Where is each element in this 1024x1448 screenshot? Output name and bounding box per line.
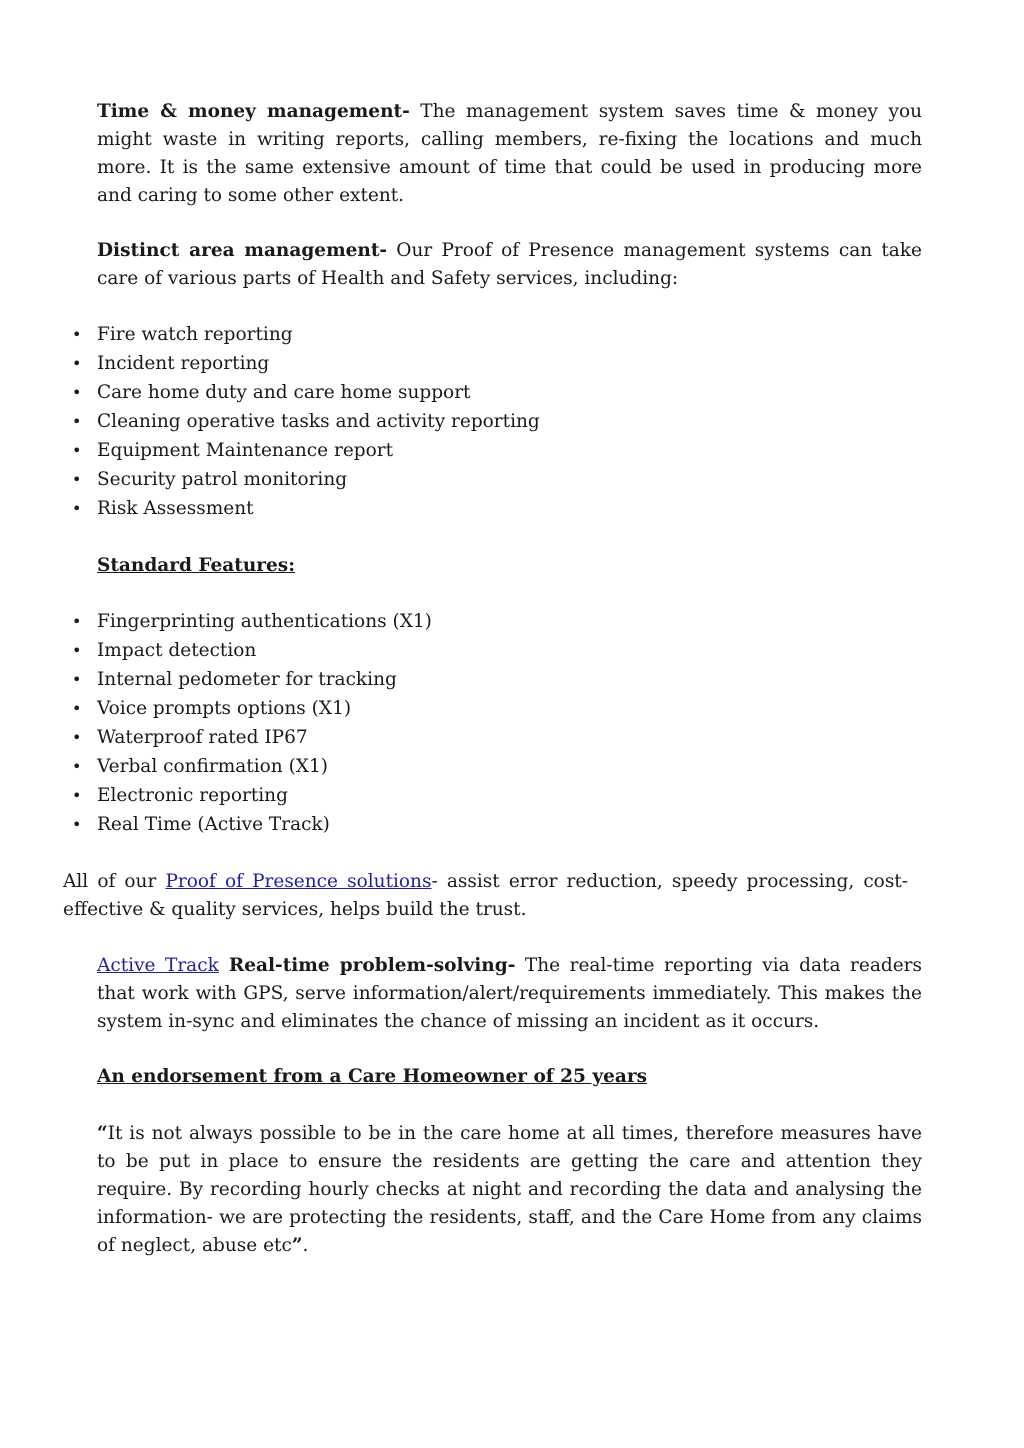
bullet-icon: • <box>72 641 82 660</box>
service-list-item <box>63 320 923 349</box>
bullet-icon: • <box>72 499 82 518</box>
time-money-text: The management system saves time & money you might waste in writing reports, calling members, re-fixing the locations and much more. It is the same extensive amount of time that could be used in producing more and caring to some other extent. <box>97 101 922 206</box>
distinct-area-paragraph <box>97 237 922 293</box>
bullet-icon: • <box>72 441 82 460</box>
feature-list-item-label: Internal pedometer for tracking <box>97 669 397 690</box>
active-track-heading: Real-time problem-solving- <box>218 955 516 976</box>
solutions-paragraph <box>63 868 908 924</box>
bullet-icon: • <box>72 354 82 373</box>
bullet-icon: • <box>72 325 82 344</box>
close-quote-mark: ” <box>291 1235 303 1256</box>
endorsement-quote-end: . <box>302 1235 309 1256</box>
service-list-item-label: Equipment Maintenance report <box>97 440 394 461</box>
service-list-item <box>63 378 923 407</box>
bullet-icon: • <box>72 470 82 489</box>
bullet-icon: • <box>72 815 82 834</box>
bullet-icon: • <box>72 699 82 718</box>
feature-list-item <box>63 636 923 665</box>
feature-list-item-label: Voice prompts options (X1) <box>97 698 352 719</box>
service-list-item-label: Care home duty and care home support <box>97 382 471 403</box>
active-track-link[interactable]: Active Track <box>97 955 219 976</box>
service-list-item-label: Security patrol monitoring <box>97 469 348 490</box>
feature-list-item <box>63 723 923 752</box>
service-list-item <box>63 349 923 378</box>
feature-list-item-label: Real Time (Active Track) <box>97 814 330 835</box>
time-money-paragraph <box>97 98 922 210</box>
feature-list-item <box>63 694 923 723</box>
feature-list-item <box>63 781 923 810</box>
time-money-heading: Time & money management- <box>97 101 410 122</box>
service-list-item <box>63 407 923 436</box>
service-list-item-label: Risk Assessment <box>97 498 254 519</box>
feature-list-item-label: Electronic reporting <box>97 785 288 806</box>
open-quote-mark: “ <box>97 1123 108 1144</box>
features-heading-paragraph <box>97 552 922 580</box>
distinct-area-heading: Distinct area management- <box>97 240 388 261</box>
feature-list-item-label: Fingerprinting authentications (X1) <box>97 611 432 632</box>
endorsement-heading-paragraph <box>97 1063 922 1091</box>
active-track-paragraph <box>97 952 922 1036</box>
features-list <box>63 607 923 839</box>
services-list <box>63 320 923 523</box>
bullet-icon: • <box>72 670 82 689</box>
endorsement-heading: An endorsement from a Care Homeowner of 25 years <box>97 1066 648 1087</box>
bullet-icon: • <box>72 412 82 431</box>
distinct-area-text: Our Proof of Presence management systems can take care of various parts of Health and Safety services, including: <box>97 240 922 289</box>
feature-list-item-label: Waterproof rated IP67 <box>97 727 308 748</box>
service-list-item-label: Fire watch reporting <box>97 324 293 345</box>
active-track-text: The real-time reporting via data readers that work with GPS, serve information/alert/requirements immediately. This makes the system in-sync and eliminates the chance of missing an incident as it occurs. <box>97 955 922 1032</box>
bullet-icon: • <box>72 612 82 631</box>
feature-list-item <box>63 607 923 636</box>
service-list-item <box>63 494 923 523</box>
standard-features-heading: Standard Features: <box>97 555 296 576</box>
bullet-icon: • <box>72 728 82 747</box>
service-list-item <box>63 465 923 494</box>
service-list-item-label: Incident reporting <box>97 353 270 374</box>
solutions-suffix: - assist error reduction, speedy processing, cost-effective & quality services, helps build the trust. <box>63 871 908 920</box>
endorsement-quote-text: It is not always possible to be in the care home at all times, therefore measures have to be put in place to ensure the residents are getting the care and attention they require. By recording hourly checks at night and recording the data and analysing the information- we are protecting the residents, staff, and the Care Home from any claims of neglect, abuse etc <box>97 1123 922 1256</box>
solutions-prefix: All of our <box>63 871 166 892</box>
feature-list-item <box>63 752 923 781</box>
feature-list-item <box>63 810 923 839</box>
service-list-item <box>63 436 923 465</box>
bullet-icon: • <box>72 757 82 776</box>
proof-of-presence-solutions-link[interactable]: Proof of Presence solutions <box>165 871 432 892</box>
bullet-icon: • <box>72 786 82 805</box>
feature-list-item-label: Verbal confirmation (X1) <box>97 756 328 777</box>
service-list-item-label: Cleaning operative tasks and activity reporting <box>97 411 540 432</box>
feature-list-item <box>63 665 923 694</box>
bullet-icon: • <box>72 383 82 402</box>
feature-list-item-label: Impact detection <box>97 640 257 661</box>
endorsement-quote <box>97 1120 922 1260</box>
